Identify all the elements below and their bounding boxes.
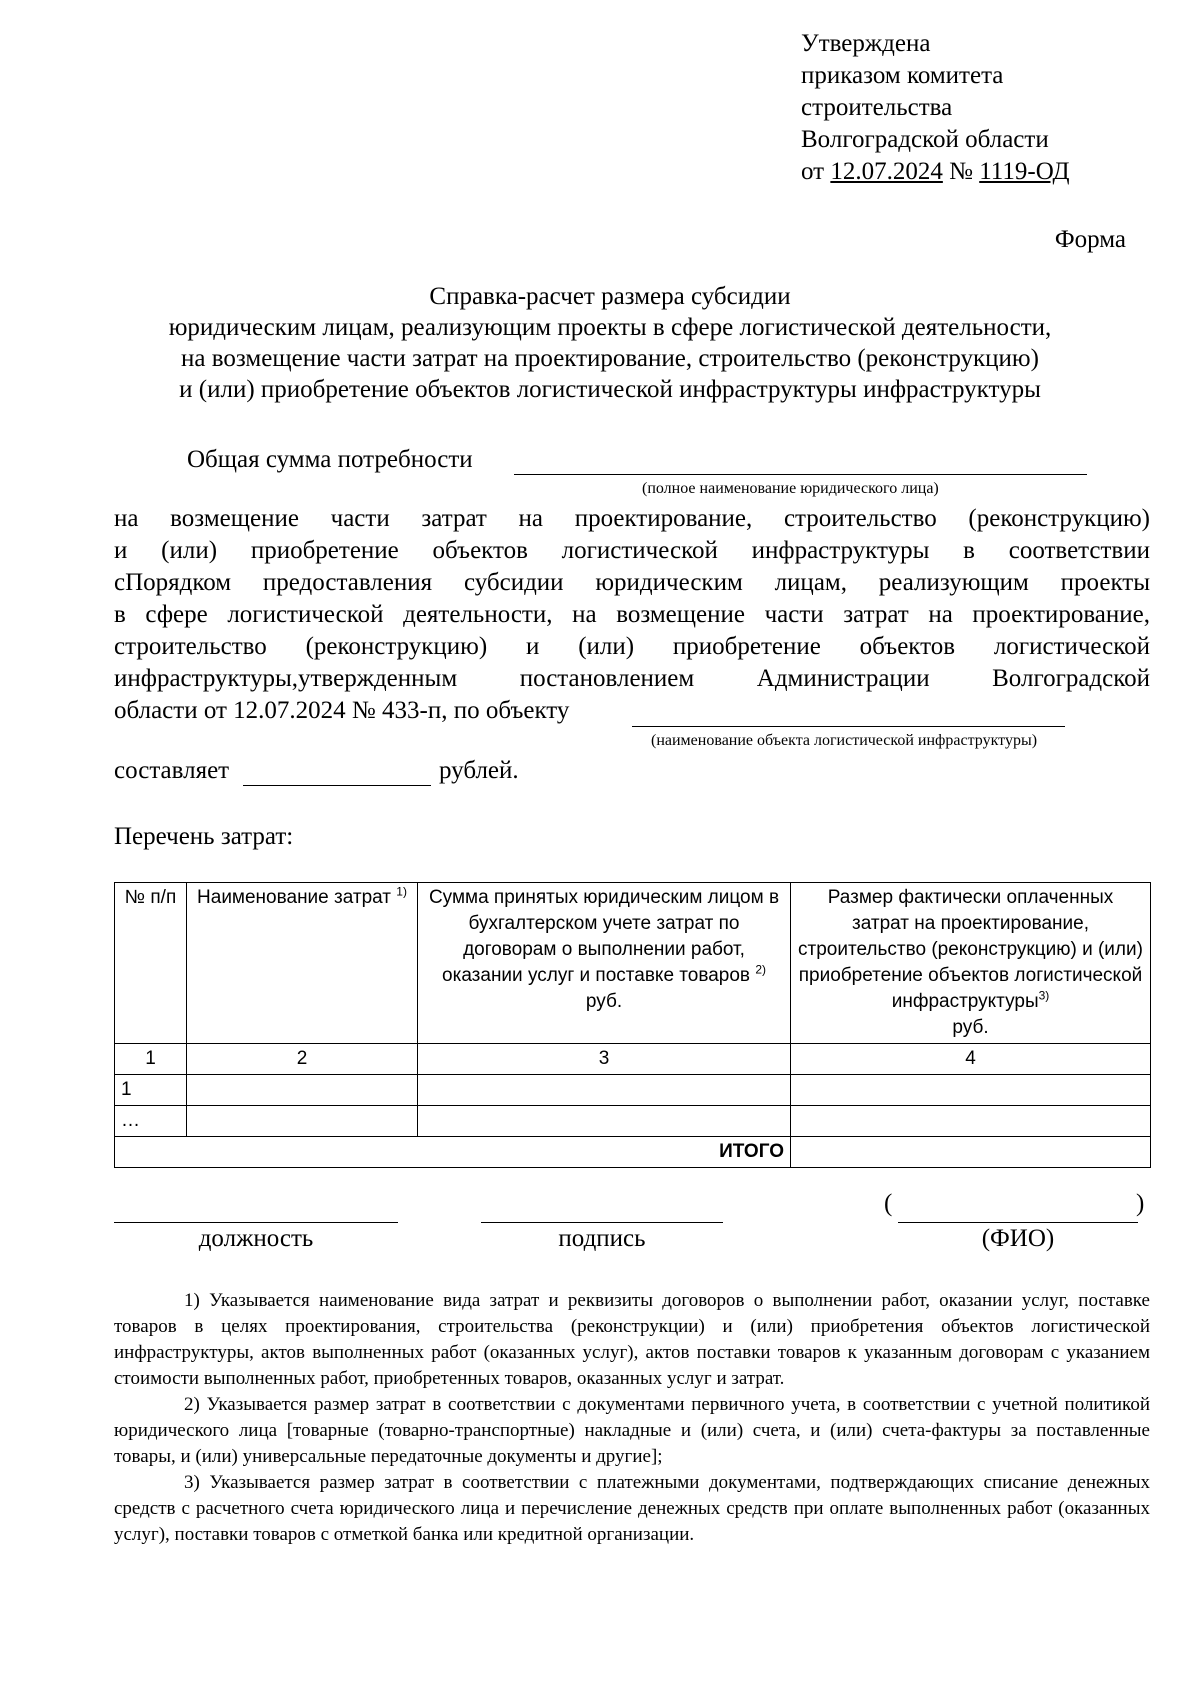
row-accepted-sum-cell[interactable]: [418, 1075, 791, 1106]
header-cost-name: [187, 883, 418, 1044]
table-row: [115, 1106, 1151, 1137]
row-cost-name-cell[interactable]: [187, 1075, 418, 1106]
row-number: 1: [115, 1075, 187, 1106]
table-number-row: [115, 1044, 1151, 1075]
body-line-3: сПорядком предоставления субсидии юридическим лицам, реализующим проекты: [114, 569, 1150, 596]
footnotes: [114, 1288, 1150, 1548]
row-accepted-sum-cell[interactable]: [418, 1106, 791, 1137]
title-line-3: на возмещение части затрат на проектирование, строительство (реконструкцию): [181, 345, 1039, 372]
approval-line-1: Утверждена: [801, 30, 931, 57]
table-total-row: [115, 1137, 1151, 1168]
approval-date: 12.07.2024: [830, 158, 943, 185]
row-paid-sum-cell[interactable]: [791, 1075, 1151, 1106]
signature-field[interactable]: [481, 1221, 723, 1223]
body-line-1: на возмещение части затрат на проектирование, строительство (реконструкцию): [114, 505, 1150, 532]
entity-name-field[interactable]: [514, 474, 1087, 475]
position-label: должность: [198, 1225, 314, 1252]
object-name-field[interactable]: [632, 726, 1065, 727]
name-field[interactable]: [898, 1221, 1138, 1223]
cost-list-label: Перечень затрат:: [114, 823, 294, 850]
header-accepted-sum-unit: руб.: [585, 991, 623, 1012]
object-caption: (наименование объекта логистической инфраструктуры): [651, 732, 1038, 749]
approval-number: 1119-ОД: [979, 158, 1070, 185]
header-paid-sum-text: Размер фактически оплаченных затрат на проектирование, строительство (реконструкцию) и (или) приобретение объектов логистической инфраструктуры: [798, 887, 1143, 1012]
header-paid-sum: [791, 883, 1151, 1044]
approval-line-3: строительства: [801, 94, 953, 121]
amount-prefix: составляет: [114, 757, 230, 784]
cost-table: [114, 882, 1151, 1168]
header-accepted-sum-text: Сумма принятых юридическим лицом в бухгалтерском учете затрат по договорам о выполнении работ, оказании услуг и поставке товаров: [428, 887, 780, 986]
header-cost-name-note: 1): [396, 884, 407, 899]
body-line-5: строительство (реконструкцию) и (или) приобретение объектов логистической: [114, 633, 1150, 660]
header-accepted-sum-note: 2): [755, 962, 766, 977]
name-paren-open: (: [884, 1190, 893, 1217]
column-number-2: 2: [187, 1044, 418, 1075]
title-line-1: Справка-расчет размера субсидии: [429, 283, 791, 310]
form-label: Форма: [1054, 226, 1126, 253]
header-number: № п/п: [115, 883, 187, 1044]
header-accepted-sum: [418, 883, 791, 1044]
header-cost-name-text: Наименование затрат: [197, 887, 392, 908]
row-number: …: [115, 1106, 187, 1137]
row-paid-sum-cell[interactable]: [791, 1106, 1151, 1137]
document-title: [110, 281, 1110, 405]
approval-line-4: Волгоградской области: [801, 126, 1049, 153]
body-line-6: инфраструктуры,утвержденным постановлением Администрации Волгоградской: [114, 665, 1150, 692]
approval-number-prefix: №: [942, 158, 980, 185]
approval-date-line: [801, 156, 1070, 188]
footnote-3: 3) Указывается размер затрат в соответствии с платежными документами, подтверждающих списание денежных средств с расчетного счета юридического лица и перечисление денежных средств при оплате выполненных работ (оказанных услуг), поставки товаров с отметкой банка или кредитной организации.: [114, 1472, 1150, 1545]
approval-line-2: приказом комитета: [801, 62, 1004, 89]
table-row: [115, 1075, 1151, 1106]
body-line-2: и (или) приобретение объектов логистической инфраструктуры в соответствии: [114, 537, 1150, 564]
total-label-cell: ИТОГО: [115, 1137, 791, 1168]
row-cost-name-cell[interactable]: [187, 1106, 418, 1137]
body-line-4: в сфере логистической деятельности, на возмещение части затрат на проектирование,: [114, 601, 1150, 628]
footnote-2: 2) Указывается размер затрат в соответствии с документами первичного учета, в соответствии с учетной политикой юридического лица [товарные (товарно-транспортные) накладные и (или) счета, и (или) счета-фактуры за поставленные товары, и (или) универсальные передаточные документы и другие];: [114, 1394, 1150, 1467]
entity-caption: (полное наименование юридического лица): [642, 480, 939, 497]
column-number-3: 3: [418, 1044, 791, 1075]
header-paid-sum-note: 3): [1038, 988, 1050, 1003]
header-paid-sum-unit: руб.: [952, 1017, 989, 1038]
total-label: Общая сумма потребности: [187, 446, 473, 473]
body-paragraph: [114, 503, 1150, 727]
column-number-1: 1: [115, 1044, 187, 1075]
title-line-4: и (или) приобретение объектов логистической инфраструктуры инфраструктуры: [179, 376, 1041, 403]
name-label: (ФИО): [981, 1225, 1055, 1252]
column-number-4: 4: [791, 1044, 1151, 1075]
total-value-cell[interactable]: [791, 1137, 1151, 1168]
table-header-row: [115, 883, 1151, 1044]
amount-suffix: рублей.: [439, 757, 519, 784]
body-object-line: области от 12.07.2024 № 433-п, по объекту: [114, 697, 570, 724]
title-line-2: юридическим лицам, реализующим проекты в сфере логистической деятельности,: [168, 314, 1052, 341]
approval-date-prefix: от: [801, 158, 831, 185]
approval-block: [801, 28, 1070, 188]
footnote-1: 1) Указывается наименование вида затрат и реквизиты договоров о выполнении работ, оказании услуг, поставке товаров в целях проектирования, строительства (реконструкции) и (или) приобретения объектов логистической инфраструктуры, актов выполненных работ (оказанных услуг), актов поставки товаров к указанным договорам с указанием стоимости выполненных работ, приобретенных товаров, оказанных услуг и затрат.: [114, 1290, 1150, 1389]
amount-field[interactable]: [243, 785, 431, 786]
name-paren-close: ): [1136, 1190, 1145, 1217]
position-field[interactable]: [114, 1221, 398, 1223]
signature-label: подпись: [558, 1225, 646, 1252]
